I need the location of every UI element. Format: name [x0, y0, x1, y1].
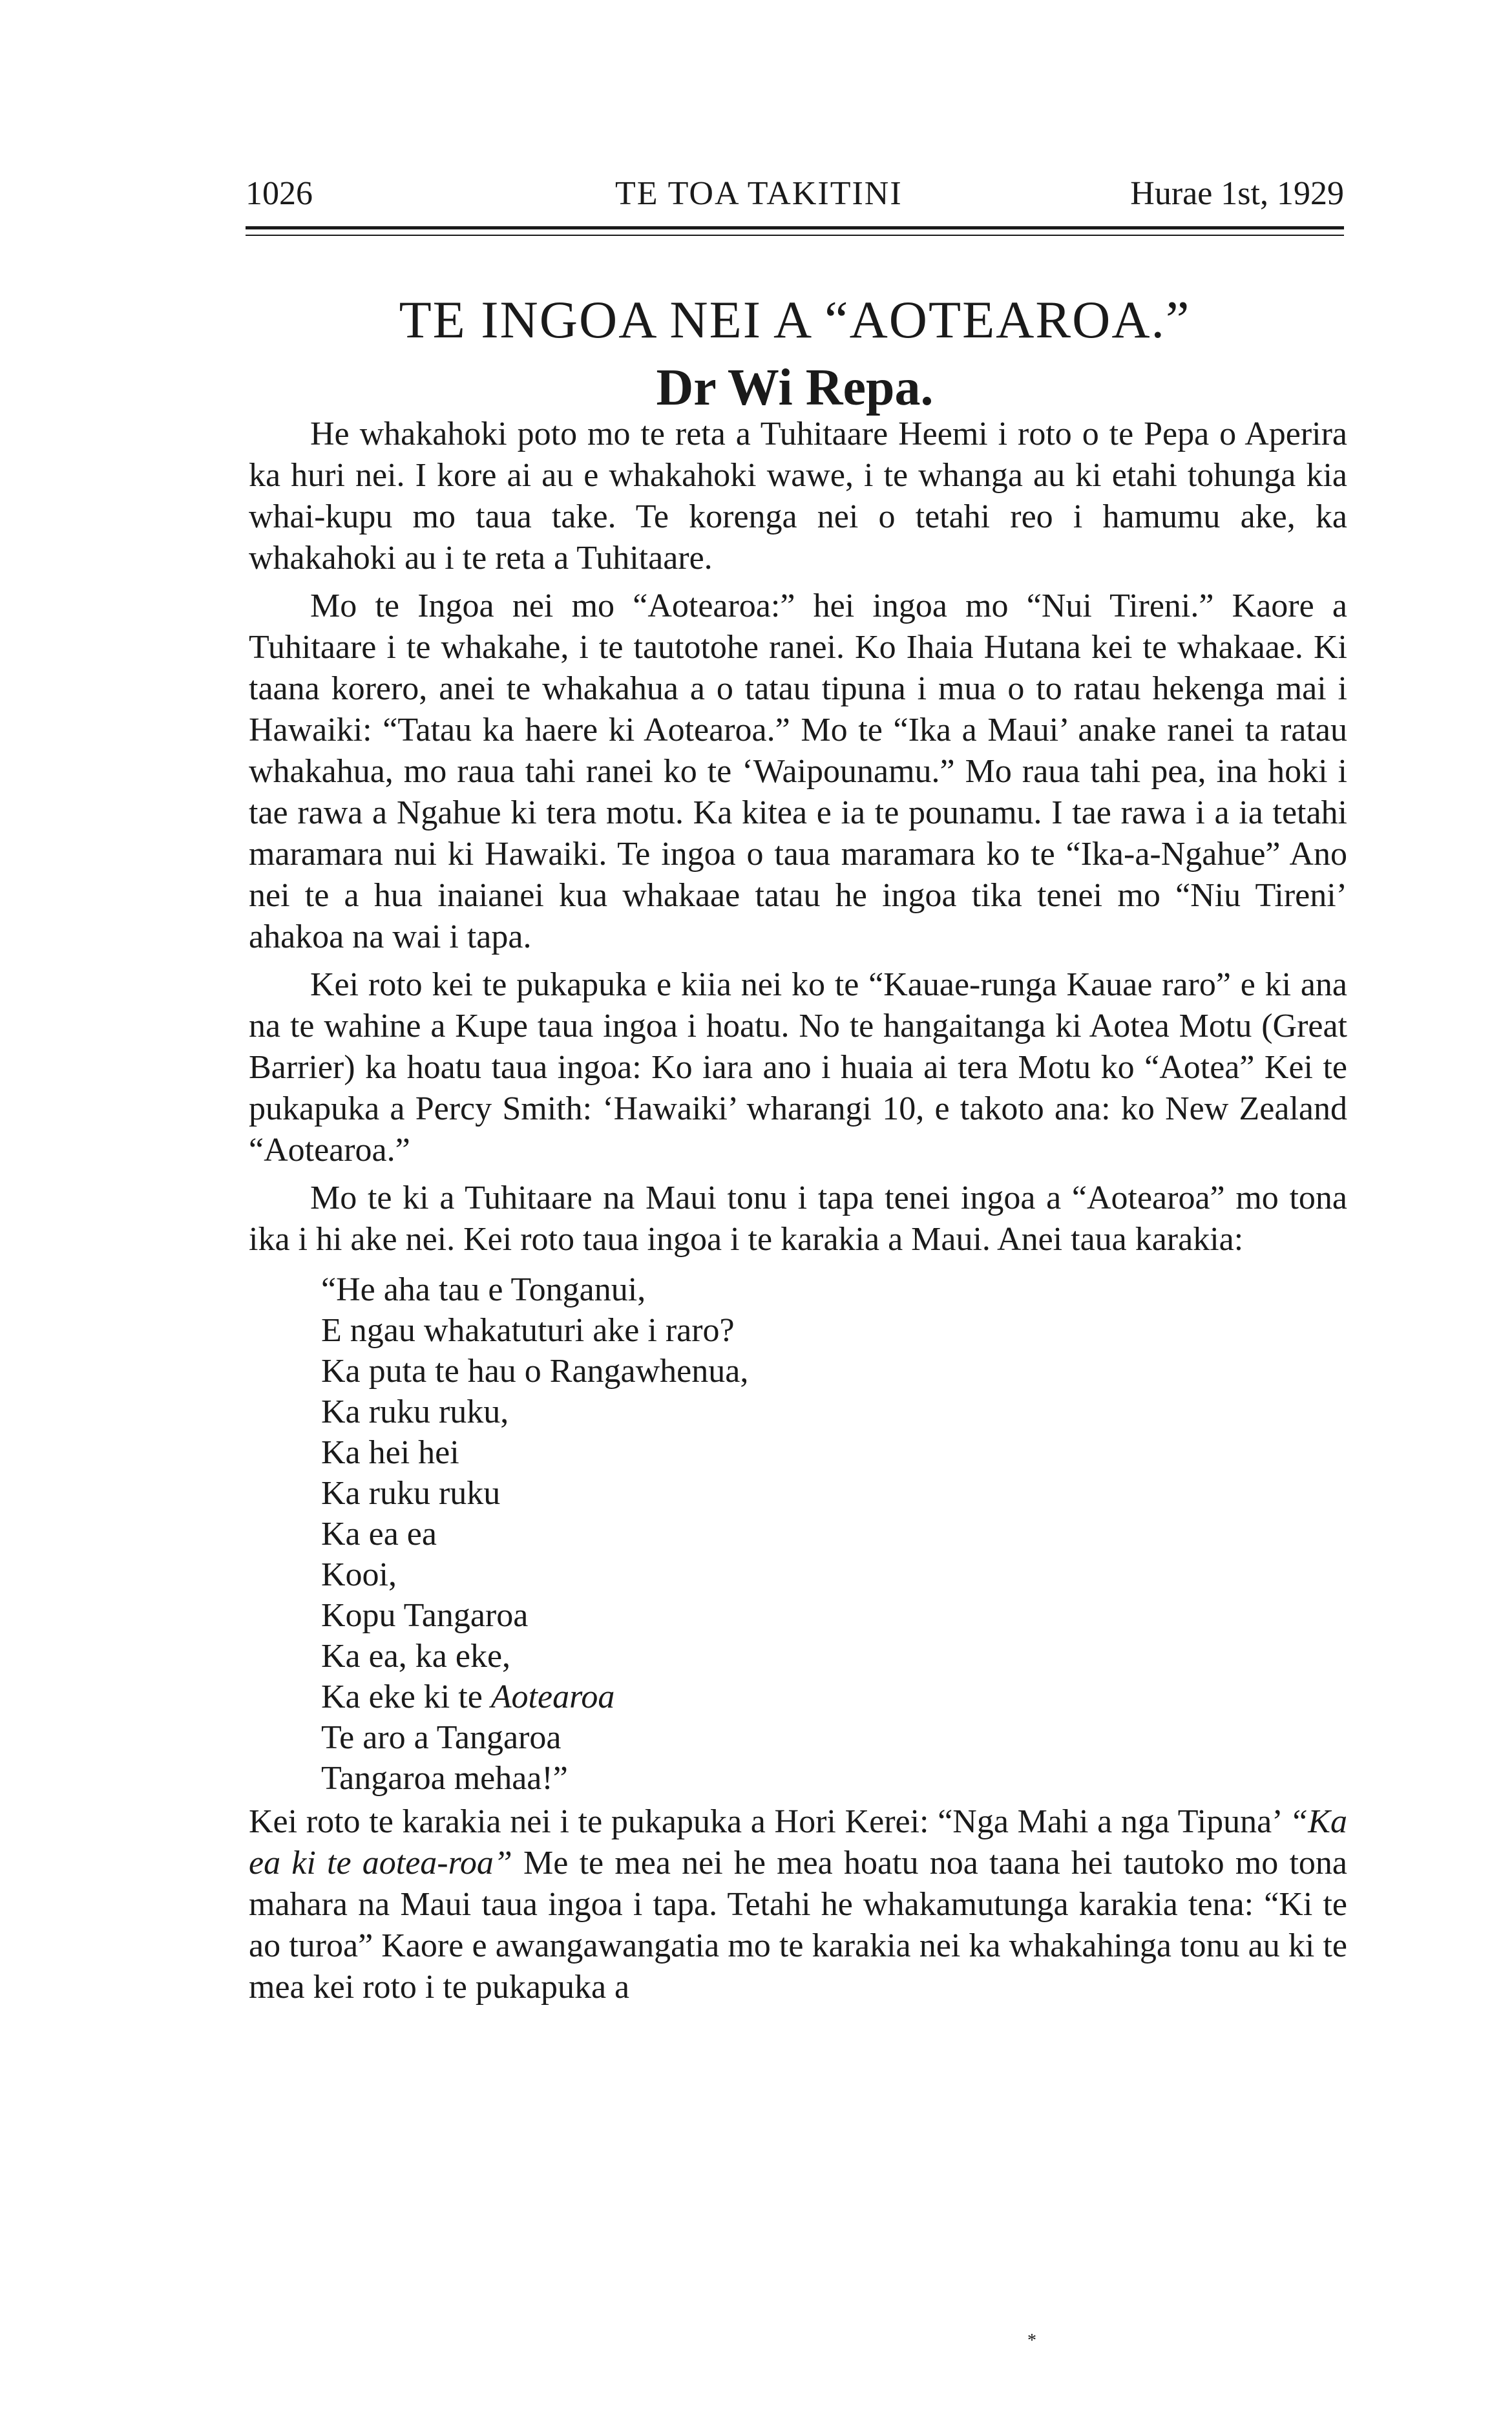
paragraph: Mo te Ingoa nei mo “Aotearoa:” hei ingoa mo “Nui Tireni.” Kaore a Tuhitaare i te whakahe, i te tautotohe ranei. Ko Ihaia Hutana kei te whakaae. Ki taana korero, anei te whakahua a o tatau tipuna i mua o to ratau hekenga mai i Hawaiki: “Tatau ka haere ki Aotearoa.” Mo te “Ika a Maui’ anake ranei ta ratau whakahua, mo raua tahi ranei ko te ‘Waipounamu.” Mo raua tahi pea, ina hoki i tae rawa a Ngahue ki tera motu. Ka kitea e ia te pounamu. I tae rawa i a ia tetahi maramara nui ki Hawaiki. Te ingoa o taua maramara ko te “Ika-a-Ngahue” Ano nei te a hua inaianei kua whakaae tatau he ingoa tika tenei mo “Niu Tireni’ ahakoa na wai i tapa.: [249, 588, 1347, 955]
footer-marker: *: [1027, 2331, 1036, 2351]
issue-date: Hurae 1st, 1929: [1130, 175, 1344, 212]
poem-line: Ka hei hei: [321, 1434, 459, 1471]
closing-text: Kei roto te karakia nei i te pukapuka a Hori Kerei: “Nga Mahi a nga Tipuna’: [249, 1803, 1290, 1840]
poem-line: E ngau whakatuturi ake i raro?: [321, 1312, 735, 1349]
header-rule-thin: [246, 235, 1344, 236]
article-author: Dr Wi Repa.: [656, 359, 934, 416]
poem-line-text: Ka eke ki te: [321, 1679, 491, 1715]
running-header: [246, 175, 1344, 213]
poem-line: Ka ea, ka eke,: [321, 1638, 511, 1675]
closing-text: Me te mea nei he mea hoatu noa taana hei tautoko mo tona mahara na Maui taua ingoa i tapa. Tetahi he whakamutunga karakia tena: “Ki te ao turoa” Kaore e awangawangatia mo te karakia nei ka whakahinga tonu au ki te mea kei roto i te pukapuka a: [249, 1845, 1347, 2006]
paragraph: Kei roto kei te pukapuka e kiia nei ko te “Kauae-runga Kauae raro” e ki ana na te wahine a Kupe taua ingoa i hoatu. No te hangaitanga ki Aotea Motu (Great Barrier) ka hoatu taua ingoa: Ko iara ano i huaia ai tera Motu ko “Aotea” Kei te pukapuka a Percy Smith: ‘Hawaiki’ wharangi 10, e takoto ana: ko New Zealand “Aotearoa.”: [249, 966, 1347, 1169]
closing-italic-quote: “Ka ea ki te aotea-roa”: [249, 1803, 1347, 1881]
poem-line: Kooi,: [321, 1556, 397, 1593]
running-title: TE TOA TAKITINI: [615, 175, 903, 212]
poem-line: Ka puta te hau o Rangawhenua,: [321, 1353, 749, 1390]
poem-line: “He aha tau e Tonganui,: [321, 1271, 646, 1308]
karakia-poem: [321, 1269, 1347, 1799]
poem-line: Kopu Tangaroa: [321, 1597, 529, 1634]
poem-line: Ka ea ea: [321, 1516, 437, 1552]
poem-line: [321, 1677, 1347, 1717]
closing-paragraph: [249, 1801, 1347, 2008]
paragraph: Mo te ki a Tuhitaare na Maui tonu i tapa tenei ingoa a “Aotearoa” mo tona ika i hi ake nei. Kei roto taua ingoa i te karakia a Maui. Anei taua karakia:: [249, 1180, 1347, 1258]
article-body: [249, 414, 1347, 2008]
header-rule-thick: [246, 226, 1344, 229]
poem-line: Ka ruku ruku: [321, 1475, 501, 1512]
poem-line: Ka ruku ruku,: [321, 1393, 509, 1430]
page-number: 1026: [246, 175, 313, 212]
poem-line: Tangaroa mehaa!”: [321, 1760, 568, 1797]
poem-italic-word: Aotearoa: [490, 1679, 615, 1715]
article-title: TE INGOA NEI A “AOTEAROA.”: [399, 290, 1191, 349]
paragraph: He whakahoki poto mo te reta a Tuhitaare Heemi i roto o te Pepa o Aperira ka huri nei. I kore ai au e whakahoki wawe, i te whanga au ki etahi tohunga kia whai-kupu mo taua take. Te korenga nei o tetahi reo i hamumu ake, ka whakahoki au i te reta a Tuhitaare.: [249, 416, 1347, 577]
poem-line: Te aro a Tangaroa: [321, 1719, 562, 1756]
